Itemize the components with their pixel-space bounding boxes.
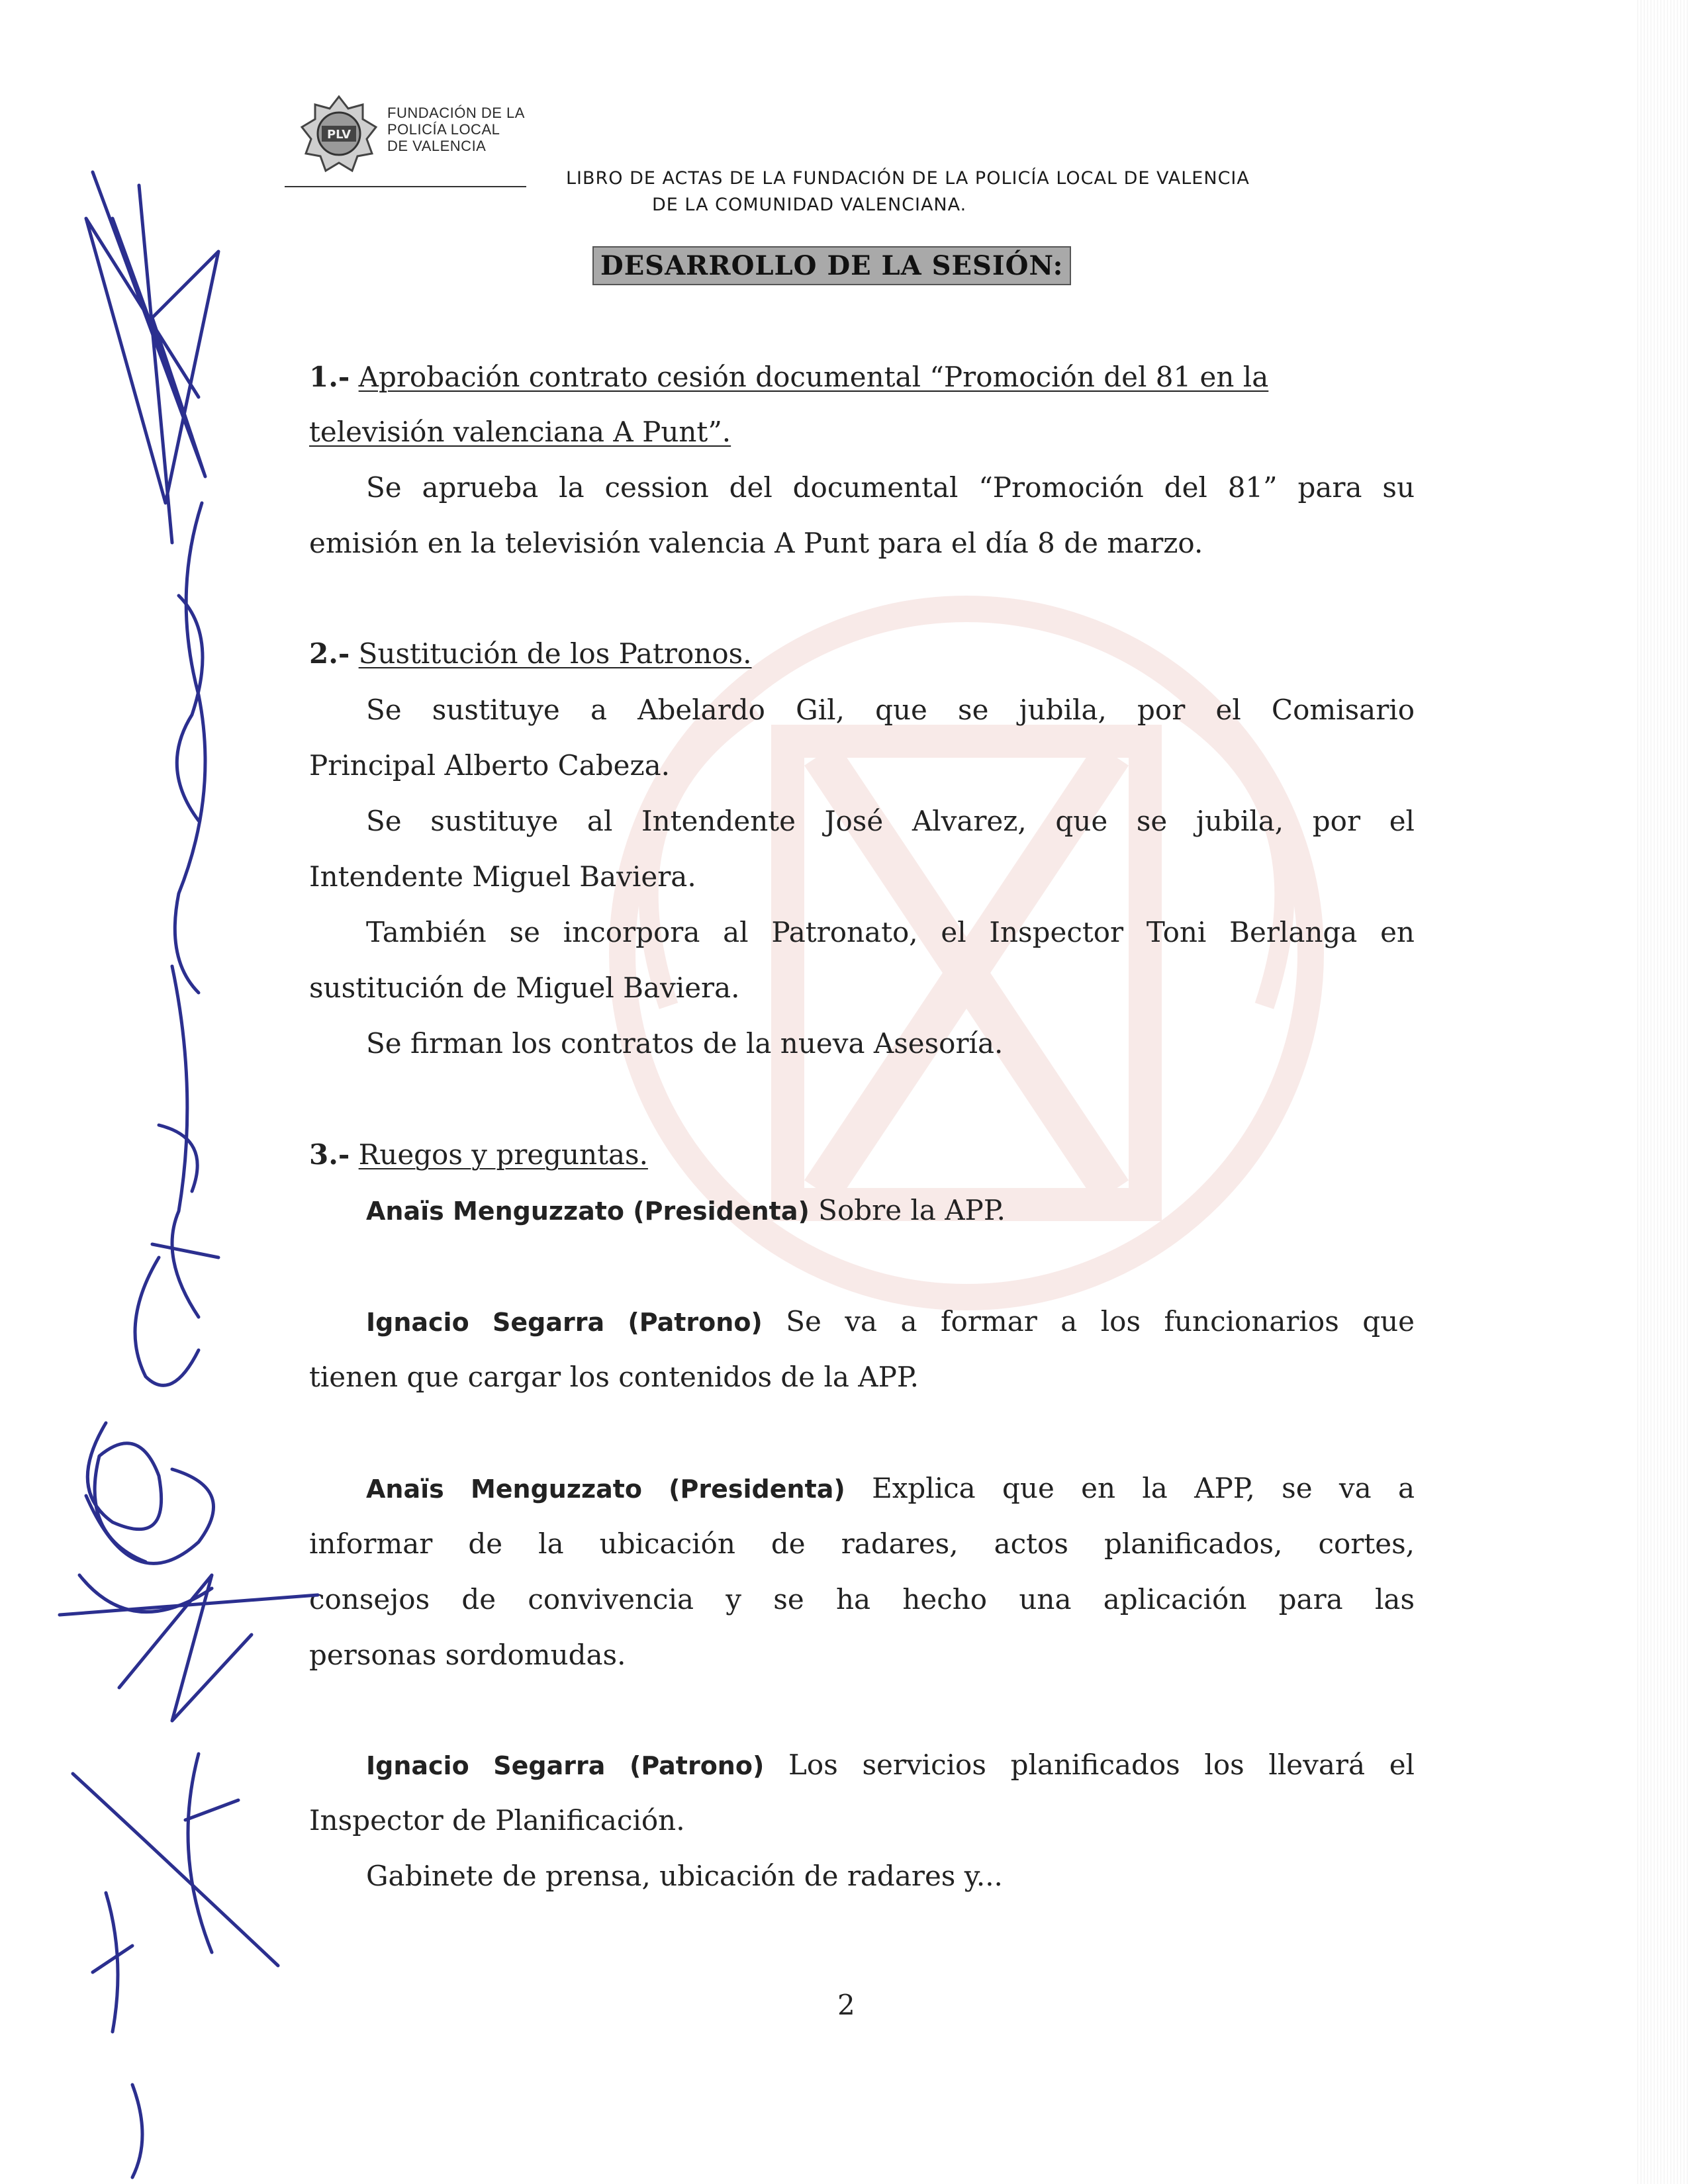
section-2-p1-cont: Principal Alberto Cabeza. — [309, 749, 671, 782]
entry-3-line4: personas sordomudas. — [309, 1639, 626, 1671]
section-1-title: 1.- Aprobación contrato cesión documental “Promoción del 81 en la — [309, 361, 1269, 393]
scan-edge — [1635, 0, 1688, 2184]
section-2-p3-cont: sustitución de Miguel Baviera. — [309, 972, 740, 1004]
logo-text: FUNDACIÓN DE LA POLICÍA LOCAL DE VALENCIA — [387, 105, 525, 154]
section-2-p4: Se firman los contratos de la nueva Asesoría. — [366, 1027, 1004, 1060]
entry-4-line3: Gabinete de prensa, ubicación de radares y... — [366, 1860, 1003, 1892]
section-2-title: 2.- Sustitución de los Patronos. — [309, 637, 752, 670]
section-3-title: 3.- Ruegos y preguntas. — [309, 1138, 648, 1171]
section-2-p2: Se sustituye al Intendente José Alvarez, que se jubila, por el — [366, 805, 1415, 837]
entry-4: Ignacio Segarra (Patrono) Los servicios planificados los llevará el — [366, 1749, 1415, 1781]
entry-2: Ignacio Segarra (Patrono) Se va a formar a los funcionarios que — [366, 1305, 1415, 1338]
entry-4-line2: Inspector de Planificación. — [309, 1804, 685, 1837]
section-1-body-cont: emisión en la televisión valencia A Punt para el día 8 de marzo. — [309, 527, 1203, 559]
entry-3-line3: consejos de convivencia y se ha hecho una aplicación para las — [309, 1583, 1415, 1615]
page-number: 2 — [837, 1989, 855, 2021]
section-1-title-cont: televisión valenciana A Punt”. — [309, 416, 731, 448]
section-2-p3: También se incorpora al Patronato, el Inspector Toni Berlanga en — [366, 916, 1415, 948]
entry-2-cont: tienen que cargar los contenidos de la APP. — [309, 1361, 919, 1393]
entry-3-line2: informar de la ubicación de radares, actos planificados, cortes, — [309, 1527, 1415, 1560]
entry-3: Anaïs Menguzzato (Presidenta) Explica que en la APP, se va a — [366, 1472, 1415, 1504]
session-heading: DESARROLLO DE LA SESIÓN: — [592, 246, 1071, 285]
right-signature-stroke-icon — [53, 1747, 351, 1972]
svg-text:PLV: PLV — [326, 128, 352, 142]
section-1-body: Se aprueba la cession del documental “Promoción del 81” para su — [366, 471, 1415, 504]
section-2-p1: Se sustituye a Abelardo Gil, que se jubila, por el Comisario — [366, 694, 1415, 726]
document-header-title: LIBRO DE ACTAS DE LA FUNDACIÓN DE LA POLICÍA LOCAL DE VALENCIA DE LA COMUNIDAD VALENCIANA. — [566, 168, 1250, 215]
section-2-p2-cont: Intendente Miguel Baviera. — [309, 860, 696, 893]
entry-1: Anaïs Menguzzato (Presidenta) Sobre la APP. — [366, 1194, 1006, 1226]
